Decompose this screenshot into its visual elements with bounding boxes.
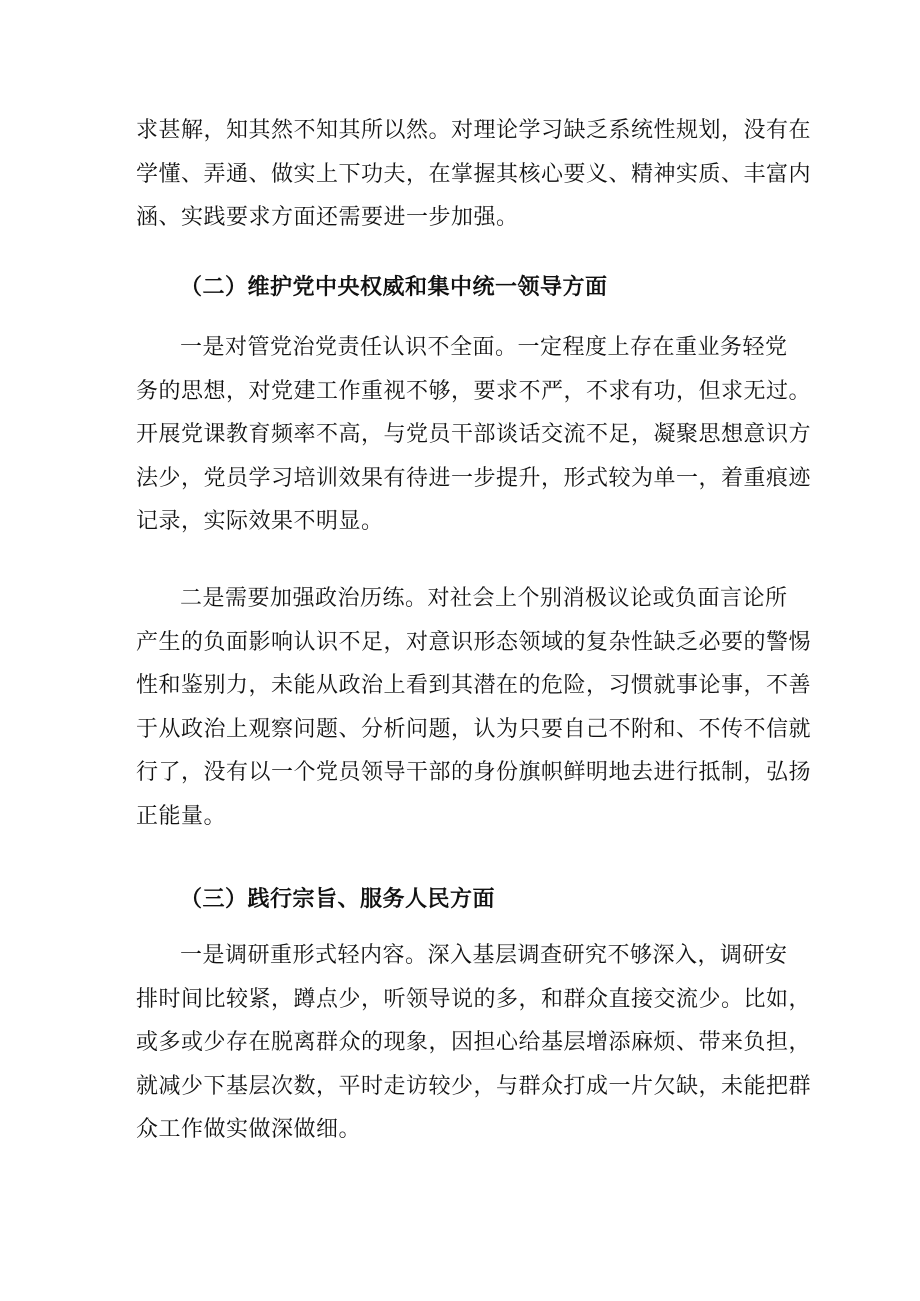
paragraph-4 (136, 934, 812, 1152)
paragraph-line: 一是对管党治党责任认识不全面。一定程度上存在重业务轻党 (180, 335, 788, 360)
section-heading-2: （二）维护党中央权威和集中统一领导方面 (180, 274, 608, 300)
paragraph-line: 开展党课教育频率不高，与党员干部谈话交流不足，凝聚思想意识方 (136, 422, 812, 447)
paragraph-line: 正能量。 (136, 803, 227, 829)
paragraph-line: 性和鉴别力，未能从政治上看到其潜在的危险，习惯就事论事，不善 (136, 673, 812, 698)
paragraph-line: 二是需要加强政治历练。对社会上个别消极议论或负面言论所 (180, 586, 788, 611)
paragraph-line: 就减少下基层次数，平时走访较少，与群众打成一片欠缺，未能把群 (136, 1073, 812, 1099)
section-heading-3: （三）践行宗旨、服务人民方面 (180, 886, 496, 912)
paragraph-line: 于从政治上观察问题、分析问题，认为只要自己不附和、不传不信就 (136, 716, 812, 742)
paragraph-line: 或多或少存在脱离群众的现象，因担心给基层增添麻烦、带来负担， (136, 1030, 812, 1055)
paragraph-line: 学懂、弄通、做实上下功夫，在掌握其核心要义、精神实质、丰富内 (136, 161, 812, 187)
paragraph-2 (136, 326, 812, 544)
paragraph-line: 排时间比较紧，蹲点少，听领导说的多，和群众直接交流少。比如， (136, 986, 812, 1012)
paragraph-3 (136, 577, 812, 838)
paragraph-line: 法少，党员学习培训效果有待进一步提升，形式较为单一，着重痕迹 (136, 465, 812, 491)
paragraph-line: 求甚解，知其然不知其所以然。对理论学习缺乏系统性规划，没有在 (136, 118, 812, 143)
paragraph-line: 一是调研重形式轻内容。深入基层调查研究不够深入，调研安 (180, 943, 788, 968)
paragraph-line: 众工作做实做深做细。 (136, 1117, 362, 1142)
paragraph-line: 务的思想，对党建工作重视不够，要求不严，不求有功，但求无过。 (136, 378, 812, 404)
paragraph-line: 记录，实际效果不明显。 (136, 509, 384, 534)
paragraph-line: 行了，没有以一个党员领导干部的身份旗帜鲜明地去进行抵制，弘扬 (136, 760, 812, 785)
paragraph-1 (136, 109, 812, 240)
paragraph-line: 产生的负面影响认识不足，对意识形态领域的复杂性缺乏必要的警惕 (136, 629, 812, 655)
paragraph-line: 涵、实践要求方面还需要进一步加强。 (136, 205, 519, 230)
